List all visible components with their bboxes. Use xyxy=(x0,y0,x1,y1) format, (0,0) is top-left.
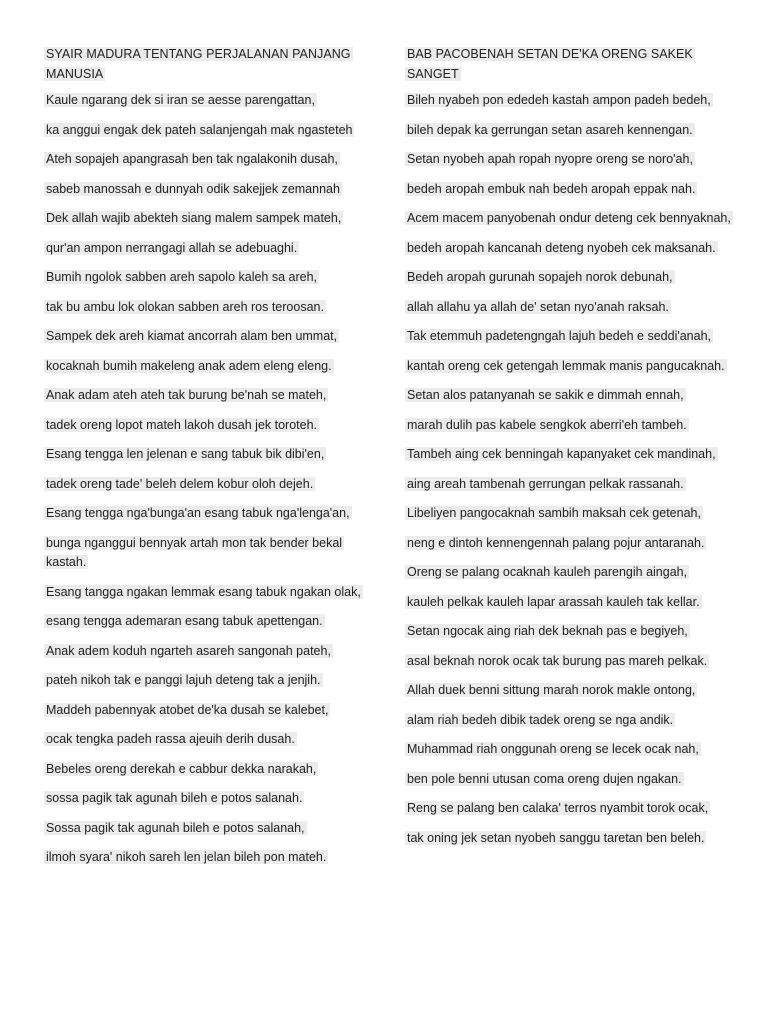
right-verse-line xyxy=(405,799,735,819)
left-verse-text: tadek oreng tade' beleh delem kobur oloh dejeh. xyxy=(46,476,314,491)
left-verse-text: bunga nganggui bennyak artah mon tak bender bekal kastah. xyxy=(46,535,343,569)
left-verse-line xyxy=(44,121,374,141)
left-verse-text: ka anggui engak dek pateh salanjengah mak ngasteteh xyxy=(46,122,353,137)
right-verse-line xyxy=(405,652,735,672)
right-verse-text: kantah oreng cek getengah lemmak manis pangucaknah. xyxy=(407,358,725,373)
right-verse-line xyxy=(405,386,735,406)
right-verse-line xyxy=(405,180,735,200)
left-verse-text: kocaknah bumih makeleng anak adem eleng eleng. xyxy=(46,358,332,373)
right-verse-text: Bedeh aropah gurunah sopajeh norok debunah, xyxy=(407,270,673,284)
right-verse-text: Tak etemmuh padetengngah lajuh bedeh e seddi'anah, xyxy=(407,329,712,343)
left-verse-line xyxy=(44,180,374,200)
right-verse-line xyxy=(405,121,735,141)
right-column xyxy=(405,44,735,858)
right-title-block xyxy=(405,44,735,84)
right-verse-line xyxy=(405,740,735,760)
right-verse-line xyxy=(405,475,735,495)
left-verse-line xyxy=(44,583,374,603)
right-verse-text: Setan nyobeh apah ropah nyopre oreng se noro'ah, xyxy=(407,152,693,166)
left-verse-text: Bebeles oreng derekah e cabbur dekka narakah, xyxy=(46,761,317,776)
left-verse-text: Sampek dek areh kiamat ancorrah alam ben ummat, xyxy=(46,329,338,343)
left-verse-text: qur'an ampon nerrangagi allah se adebuaghi. xyxy=(46,240,298,255)
left-verse-text: Dek allah wajib abekteh siang malem sampek mateh, xyxy=(46,211,342,225)
right-verse-text: marah dulih pas kabele sengkok aberri'eh tambeh. xyxy=(407,417,687,432)
right-verse-line xyxy=(405,239,735,259)
left-title: SYAIR MADURA TENTANG PERJALANAN PANJANG MANUSIA xyxy=(46,47,351,81)
left-verse-text: Esang tengga len jelenan e sang tabuk bik dibi'en, xyxy=(46,447,325,461)
left-verse-line xyxy=(44,416,374,436)
right-verse-line xyxy=(405,445,735,465)
right-verse-line xyxy=(405,209,735,229)
left-verse-text: tadek oreng lopot mateh lakoh dusah jek toroteh. xyxy=(46,417,318,432)
left-verse-text: ocak tengka padeh rassa ajeuih derih dusah. xyxy=(46,732,295,746)
left-verse-line xyxy=(44,534,374,573)
left-verse-line xyxy=(44,209,374,229)
left-column xyxy=(44,44,374,878)
left-verse-text: Ateh sopajeh apangrasah ben tak ngalakonih dusah, xyxy=(46,152,338,166)
right-verse-text: ben pole benni utusan coma oreng dujen ngakan. xyxy=(407,771,682,786)
right-verse-text: Tambeh aing cek benningah kapanyaket cek mandinah, xyxy=(407,447,716,461)
left-verse-text: sabeb manossah e dunnyah odik sakejjek zemannah xyxy=(46,181,340,196)
right-verse-text: tak oning jek setan nyobeh sanggu taretan ben beleh. xyxy=(407,830,705,845)
right-verse-line xyxy=(405,534,735,554)
left-verse-line xyxy=(44,504,374,524)
right-verse-line xyxy=(405,593,735,613)
left-verse-line xyxy=(44,357,374,377)
right-verse-text: Bileh nyabeh pon ededeh kastah ampon padeh bedeh, xyxy=(407,93,711,107)
right-verse-line xyxy=(405,504,735,524)
left-verse-line xyxy=(44,730,374,750)
right-verse-text: Acem macem panyobenah ondur deteng cek bennyaknah, xyxy=(407,211,731,225)
left-verse-line xyxy=(44,475,374,495)
left-verse-list xyxy=(44,91,374,868)
right-verse-line xyxy=(405,150,735,170)
right-verse-text: kauleh pelkak kauleh lapar arassah kauleh tak kellar. xyxy=(407,594,700,609)
left-verse-text: Anak adem koduh ngarteh asareh sangonah pateh, xyxy=(46,643,331,658)
left-verse-text: Bumih ngolok sabben areh sapolo kaleh sa areh, xyxy=(46,270,318,284)
left-title-block xyxy=(44,44,374,84)
right-verse-text: bedeh aropah kancanah deteng nyobeh cek maksanah. xyxy=(407,240,716,255)
left-verse-text: Sossa pagik tak agunah bileh e potos salanah, xyxy=(46,820,305,835)
left-verse-text: Esang tangga ngakan lemmak esang tabuk ngakan olak, xyxy=(46,584,361,599)
right-verse-text: alam riah bedeh dibik tadek oreng se nga andik. xyxy=(407,712,674,727)
left-verse-line xyxy=(44,386,374,406)
right-verse-text: bileh depak ka gerrungan setan asareh kennengan. xyxy=(407,122,693,137)
right-verse-text: neng e dintoh kennengennah palang pojur antaranah. xyxy=(407,535,705,550)
left-verse-text: Maddeh pabennyak atobet de'ka dusah se kalebet, xyxy=(46,702,329,717)
right-verse-line xyxy=(405,829,735,849)
right-verse-text: Reng se palang ben calaka' terros nyambit torok ocak, xyxy=(407,801,709,815)
left-verse-text: tak bu ambu lok olokan sabben areh ros teroosan. xyxy=(46,299,324,314)
left-verse-line xyxy=(44,612,374,632)
right-verse-line xyxy=(405,298,735,318)
right-verse-line xyxy=(405,711,735,731)
left-verse-line xyxy=(44,819,374,839)
right-verse-text: bedeh aropah embuk nah bedeh aropah eppak nah. xyxy=(407,181,696,196)
right-verse-line xyxy=(405,770,735,790)
left-verse-line xyxy=(44,91,374,111)
left-verse-line xyxy=(44,298,374,318)
right-verse-text: allah allahu ya allah de' setan nyo'anah raksah. xyxy=(407,299,669,314)
left-verse-text: ilmoh syara' nikoh sareh len jelan bileh pon mateh. xyxy=(46,850,327,864)
right-verse-line xyxy=(405,268,735,288)
right-verse-line xyxy=(405,91,735,111)
left-verse-line xyxy=(44,789,374,809)
left-verse-text: esang tengga ademaran esang tabuk apettengan. xyxy=(46,614,323,628)
left-verse-text: Esang tengga nga'bunga'an esang tabuk nga'lenga'an, xyxy=(46,506,350,520)
right-verse-line xyxy=(405,357,735,377)
left-verse-line xyxy=(44,445,374,465)
right-verse-line xyxy=(405,563,735,583)
right-verse-text: Setan alos patanyanah se sakik e dimmah ennah, xyxy=(407,388,684,402)
right-verse-line xyxy=(405,327,735,347)
left-verse-text: Anak adam ateh ateh tak burung be'nah se mateh, xyxy=(46,388,327,402)
left-verse-line xyxy=(44,848,374,868)
left-verse-line xyxy=(44,239,374,259)
left-verse-line xyxy=(44,150,374,170)
left-verse-text: Kaule ngarang dek si iran se aesse parengattan, xyxy=(46,93,315,107)
left-verse-line xyxy=(44,671,374,691)
left-verse-text: pateh nikoh tak e panggi lajuh deteng tak a jenjih. xyxy=(46,673,321,687)
right-verse-text: Libeliyen pangocaknah sambih maksah cek getenah, xyxy=(407,506,701,520)
right-verse-text: Muhammad riah onggunah oreng se lecek ocak nah, xyxy=(407,742,699,756)
right-verse-line xyxy=(405,416,735,436)
left-verse-line xyxy=(44,760,374,780)
right-verse-text: Setan ngocak aing riah dek beknah pas e begiyeh, xyxy=(407,624,688,638)
right-verse-text: asal beknah norok ocak tak burung pas mareh pelkak. xyxy=(407,653,708,668)
right-verse-text: Allah duek benni sittung marah norok makle ontong, xyxy=(407,683,696,697)
left-verse-line xyxy=(44,327,374,347)
right-verse-list xyxy=(405,91,735,848)
left-verse-line xyxy=(44,268,374,288)
left-verse-text: sossa pagik tak agunah bileh e potos salanah. xyxy=(46,791,303,805)
left-verse-line xyxy=(44,642,374,662)
right-verse-text: aing areah tambenah gerrungan pelkak rassanah. xyxy=(407,476,684,491)
right-title: BAB PACOBENAH SETAN DE'KA ORENG SAKEK SANGET xyxy=(407,47,693,81)
right-verse-line xyxy=(405,681,735,701)
right-verse-line xyxy=(405,622,735,642)
right-verse-text: Oreng se palang ocaknah kauleh parengih aingah, xyxy=(407,565,688,579)
left-verse-line xyxy=(44,701,374,721)
